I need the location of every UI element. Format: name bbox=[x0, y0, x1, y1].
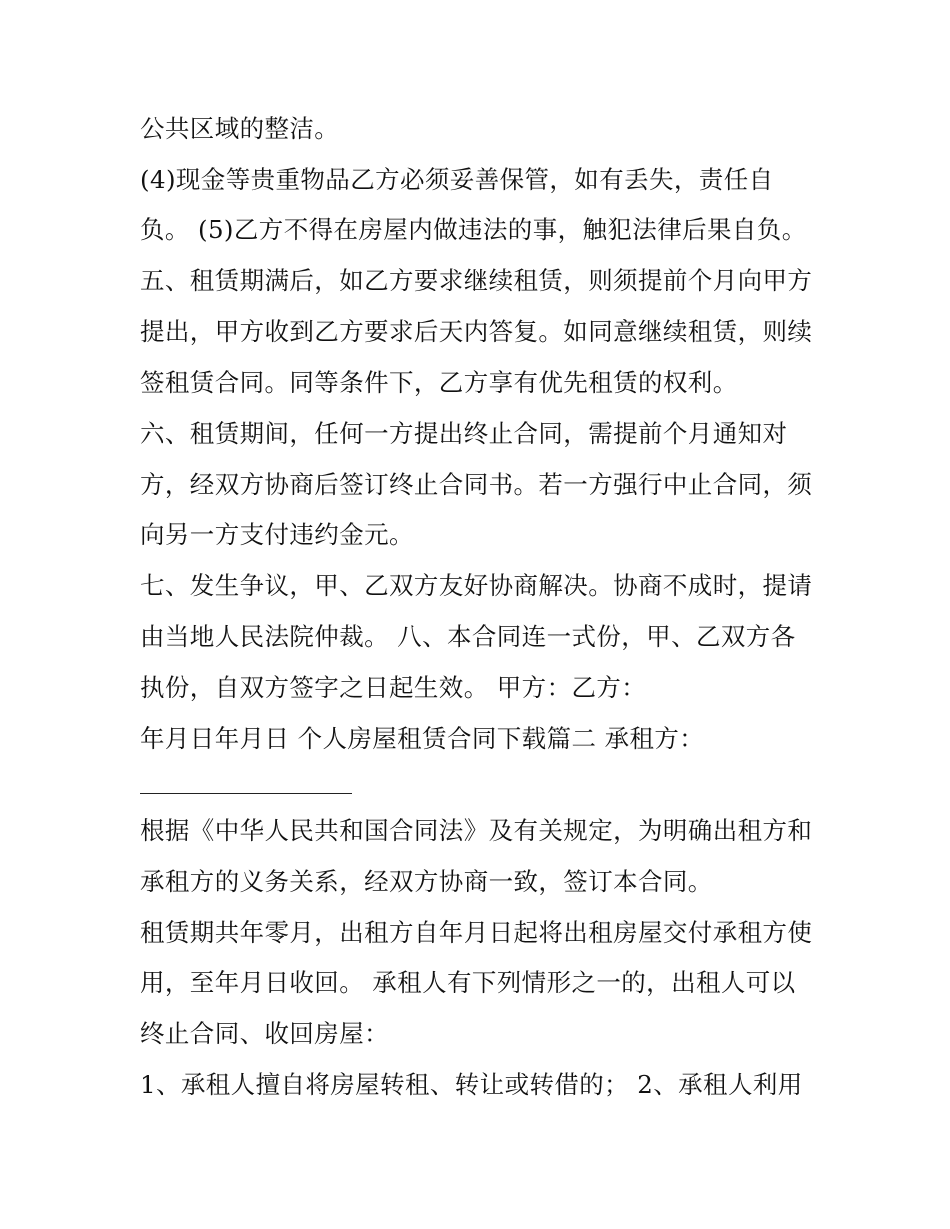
text-line: 终止合同、收回房屋： bbox=[140, 1019, 389, 1048]
text-line: 由当地人民法院仲裁。 八、本合同连一式份，甲、乙双方各 bbox=[140, 622, 796, 651]
text-line: 用，至年月日收回。 承租人有下列情形之一的，出租人可以 bbox=[140, 968, 796, 997]
text-line: 根据《中华人民共和国合同法》及有关规定，为明确出租方和 bbox=[140, 816, 813, 845]
text-line: 七、发生争议，甲、乙双方友好协商解决。协商不成时，提请 bbox=[140, 571, 813, 600]
text-line: 租赁期共年零月，出租方自年月日起将出租房屋交付承租方使 bbox=[140, 918, 813, 947]
signature-underline bbox=[140, 793, 352, 794]
text-line: 执份，自双方签字之日起生效。 甲方：乙方： bbox=[140, 673, 647, 702]
text-line: 提出，甲方收到乙方要求后天内答复。如同意继续租赁，则续 bbox=[140, 317, 813, 346]
text-line: 方，经双方协商后签订终止合同书。若一方强行中止合同，须 bbox=[140, 470, 813, 499]
text-line: 年月日年月日 个人房屋租赁合同下载篇二 承租方： bbox=[140, 724, 705, 753]
text-line: 六、租赁期间，任何一方提出终止合同，需提前个月通知对 bbox=[140, 419, 788, 448]
text-line: 承租方的义务关系，经双方协商一致，签订本合同。 bbox=[140, 867, 713, 896]
text-line: 五、租赁期满后，如乙方要求继续租赁，则须提前个月向甲方 bbox=[140, 266, 813, 295]
text-line: 签租赁合同。同等条件下，乙方享有优先租赁的权利。 bbox=[140, 368, 738, 397]
text-line: 向另一方支付违约金元。 bbox=[140, 520, 414, 549]
text-line: 1、承租人擅自将房屋转租、转让或转借的； 2、承租人利用 bbox=[140, 1070, 803, 1099]
text-line: 公共区域的整洁。 bbox=[140, 114, 340, 143]
text-line: (4)现金等贵重物品乙方必须妥善保管，如有丢失，责任自 bbox=[140, 165, 774, 194]
text-line: 负。 (5)乙方不得在房屋内做违法的事，触犯法律后果自负。 bbox=[140, 215, 807, 244]
